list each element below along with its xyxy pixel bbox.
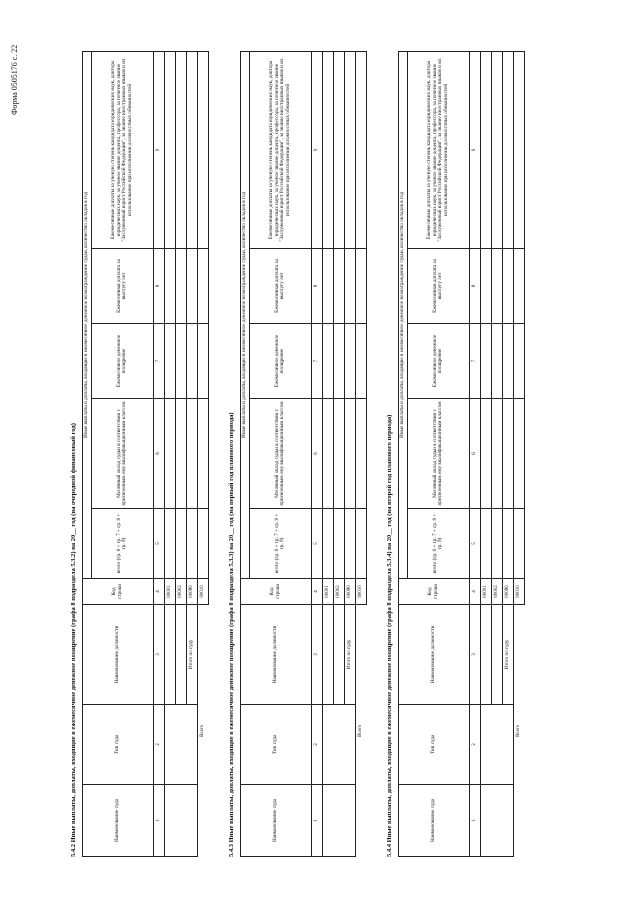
- cell-empty[interactable]: [197, 399, 208, 509]
- cell-empty[interactable]: [480, 249, 491, 324]
- cell-empty[interactable]: [164, 605, 175, 705]
- subtotal-code: 00080: [186, 579, 197, 605]
- cell-empty[interactable]: [513, 509, 524, 579]
- total-row: [513, 51, 524, 856]
- cell-empty[interactable]: [513, 249, 524, 324]
- cell-empty[interactable]: [491, 605, 502, 705]
- table-5-4-4: [398, 51, 525, 857]
- col-number: 8: [311, 249, 322, 324]
- col-number: 7: [311, 324, 322, 399]
- table-5-4-3: [240, 51, 367, 857]
- cell-empty[interactable]: [186, 509, 197, 579]
- col-number: 2: [153, 705, 164, 785]
- cell-empty[interactable]: [333, 51, 344, 248]
- col-number: 5: [311, 509, 322, 579]
- cell-empty[interactable]: [164, 509, 175, 579]
- col-number: 5: [469, 509, 480, 579]
- cell-empty[interactable]: [502, 324, 513, 399]
- cell-empty[interactable]: [322, 705, 355, 785]
- header-code: Код строки: [241, 579, 312, 605]
- section-title-5-4-3: 5.4.3 Иные выплаты, доплаты, входящие в ежемесячное денежное поощрение (графа 8 подраздела 5.3.3) на 20__ год (на первый год планового периода): [228, 412, 235, 857]
- header-col-6: Месячный оклад судьи в соответствии с присвоенным ему квалификационным классом: [407, 399, 469, 509]
- header-group: Иные выплаты и доплаты, входящие в ежемесячное денежное вознаграждение судьи, количество окладов в год: [83, 51, 92, 578]
- header-position: Наименование должности: [399, 605, 470, 705]
- header-group: Иные выплаты и доплаты, входящие в ежемесячное денежное вознаграждение судьи, количество окладов в год: [241, 51, 250, 578]
- table-row: [480, 51, 491, 856]
- col-number: 4: [153, 579, 164, 605]
- cell-empty[interactable]: [175, 509, 186, 579]
- col-number: 3: [153, 605, 164, 705]
- col-number: 7: [469, 324, 480, 399]
- col-number: 7: [153, 324, 164, 399]
- cell-empty[interactable]: [344, 399, 355, 509]
- header-court-name: Наименование суда: [399, 785, 470, 857]
- col-number: 1: [469, 785, 480, 857]
- cell-empty[interactable]: [197, 249, 208, 324]
- header-code: Код строки: [399, 579, 470, 605]
- header-col-9: Ежемесячные доплаты за ученую степень кандидата юридических наук, доктора юридических наук, за ученое звание доцента, профессора, за почетное звание "Заслуженный юрист Российской Федерации", за знание иностранных языков и их использование при исполнении должностных обязанностей: [407, 51, 469, 248]
- col-number: 2: [311, 705, 322, 785]
- col-number: 3: [469, 605, 480, 705]
- row-code: 00002: [333, 579, 344, 605]
- col-number: 6: [153, 399, 164, 509]
- cell-empty[interactable]: [197, 51, 208, 248]
- cell-empty[interactable]: [164, 249, 175, 324]
- cell-empty[interactable]: [355, 249, 366, 324]
- cell-empty[interactable]: [322, 324, 333, 399]
- cell-empty[interactable]: [333, 324, 344, 399]
- cell-empty[interactable]: [333, 605, 344, 705]
- header-court-type: Тип суда: [399, 705, 470, 785]
- cell-empty[interactable]: [355, 324, 366, 399]
- header-position: Наименование должности: [83, 605, 154, 705]
- total-row: [197, 51, 208, 856]
- cell-empty[interactable]: [186, 399, 197, 509]
- cell-empty[interactable]: [502, 509, 513, 579]
- subtotal-code: 00080: [502, 579, 513, 605]
- header-court-name: Наименование суда: [83, 785, 154, 857]
- cell-empty[interactable]: [480, 324, 491, 399]
- cell-empty[interactable]: [175, 51, 186, 248]
- cell-empty[interactable]: [491, 399, 502, 509]
- header-col-6: Месячный оклад судьи в соответствии с присвоенным ему квалификационным классом: [249, 399, 311, 509]
- header-total: всего (гр. 6 + гр. 7 + гр. 8 + гр. 9): [91, 509, 153, 579]
- cell-empty[interactable]: [355, 509, 366, 579]
- cell-empty[interactable]: [344, 249, 355, 324]
- cell-empty[interactable]: [175, 324, 186, 399]
- cell-empty[interactable]: [322, 249, 333, 324]
- cell-empty[interactable]: [197, 324, 208, 399]
- header-col-8: Ежемесячная доплата за выслугу лет: [249, 249, 311, 324]
- header-col-7: Ежемесячное денежное поощрение: [91, 324, 153, 399]
- header-col-8: Ежемесячная доплата за выслугу лет: [91, 249, 153, 324]
- cell-empty[interactable]: [491, 509, 502, 579]
- col-number: 6: [311, 399, 322, 509]
- table-5-4-2: [82, 51, 209, 857]
- row-code: 00002: [175, 579, 186, 605]
- col-number: 4: [311, 579, 322, 605]
- section-title-5-4-2: 5.4.2 Иные выплаты, доплаты, входящие в ежемесячное денежное поощрение (графа 8 подраздела 5.3.2) на 20__ год (на очередной финансовый год): [70, 423, 77, 857]
- cell-empty[interactable]: [322, 51, 333, 248]
- cell-empty[interactable]: [480, 399, 491, 509]
- cell-empty[interactable]: [164, 705, 197, 785]
- cell-empty[interactable]: [513, 399, 524, 509]
- cell-empty[interactable]: [355, 399, 366, 509]
- cell-empty[interactable]: [480, 51, 491, 248]
- form-number: Форма 0505176 с. 22: [10, 44, 19, 115]
- section-title-5-4-4: 5.4.4 Иные выплаты, доплаты, входящие в ежемесячное денежное поощрение (графа 8 подраздела 5.3.4) на 20__ год (на второй год планового периода): [386, 414, 393, 857]
- cell-empty[interactable]: [175, 399, 186, 509]
- col-number: 8: [153, 249, 164, 324]
- cell-empty[interactable]: [164, 324, 175, 399]
- cell-empty[interactable]: [175, 249, 186, 324]
- total-row: [355, 51, 366, 856]
- col-number: 4: [469, 579, 480, 605]
- cell-empty[interactable]: [344, 51, 355, 248]
- col-number: 3: [311, 605, 322, 705]
- cell-empty[interactable]: [197, 509, 208, 579]
- col-number: 9: [153, 51, 164, 248]
- col-number: 9: [469, 51, 480, 248]
- col-number: 6: [469, 399, 480, 509]
- cell-empty[interactable]: [513, 51, 524, 248]
- cell-empty[interactable]: [480, 785, 513, 857]
- header-col-8: Ежемесячная доплата за выслугу лет: [407, 249, 469, 324]
- cell-empty[interactable]: [502, 249, 513, 324]
- header-col-6: Месячный оклад судьи в соответствии с присвоенным ему квалификационным классом: [91, 399, 153, 509]
- cell-empty[interactable]: [164, 399, 175, 509]
- table-row: [322, 51, 333, 856]
- cell-empty[interactable]: [480, 605, 491, 705]
- header-total: всего (гр. 6 + гр. 7 + гр. 8 + гр. 9): [249, 509, 311, 579]
- cell-empty[interactable]: [491, 249, 502, 324]
- cell-empty[interactable]: [333, 399, 344, 509]
- header-total: всего (гр. 6 + гр. 7 + гр. 8 + гр. 9): [407, 509, 469, 579]
- cell-empty[interactable]: [480, 509, 491, 579]
- subtotal-label: Итого по суду: [344, 605, 355, 705]
- col-number: 5: [153, 509, 164, 579]
- cell-empty[interactable]: [513, 324, 524, 399]
- cell-empty[interactable]: [502, 399, 513, 509]
- cell-empty[interactable]: [322, 399, 333, 509]
- subtotal-label: Итого по суду: [186, 605, 197, 705]
- cell-empty[interactable]: [175, 605, 186, 705]
- total-code: 90010: [355, 579, 366, 605]
- row-code: 00001: [164, 579, 175, 605]
- cell-empty[interactable]: [186, 324, 197, 399]
- total-label: Всего: [197, 605, 208, 857]
- cell-empty[interactable]: [491, 51, 502, 248]
- cell-empty[interactable]: [355, 51, 366, 248]
- header-code: Код строки: [83, 579, 154, 605]
- header-court-type: Тип суда: [83, 705, 154, 785]
- header-court-type: Тип суда: [241, 705, 312, 785]
- total-label: Всего: [355, 605, 366, 857]
- col-number: 1: [311, 785, 322, 857]
- cell-empty[interactable]: [344, 509, 355, 579]
- cell-empty[interactable]: [322, 605, 333, 705]
- col-number: 2: [469, 705, 480, 785]
- header-col-9: Ежемесячные доплаты за ученую степень кандидата юридических наук, доктора юридических наук, за ученое звание доцента, профессора, за почетное звание "Заслуженный юрист Российской Федерации", за знание иностранных языков и их использование при исполнении должностных обязанностей: [91, 51, 153, 248]
- total-code: 90010: [513, 579, 524, 605]
- cell-empty[interactable]: [333, 249, 344, 324]
- cell-empty[interactable]: [164, 51, 175, 248]
- header-col-7: Ежемесячное денежное поощрение: [249, 324, 311, 399]
- cell-empty[interactable]: [186, 249, 197, 324]
- cell-empty[interactable]: [491, 324, 502, 399]
- subtotal-label: Итого по суду: [502, 605, 513, 705]
- col-number: 1: [153, 785, 164, 857]
- total-code: 90010: [197, 579, 208, 605]
- col-number: 8: [469, 249, 480, 324]
- header-col-9: Ежемесячные доплаты за ученую степень кандидата юридических наук, доктора юридических наук, за ученое звание доцента, профессора, за почетное звание "Заслуженный юрист Российской Федерации", за знание иностранных языков и их использование при исполнении должностных обязанностей: [249, 51, 311, 248]
- total-label: Всего: [513, 605, 524, 857]
- row-code: 00001: [480, 579, 491, 605]
- cell-empty[interactable]: [502, 51, 513, 248]
- header-col-7: Ежемесячное денежное поощрение: [407, 324, 469, 399]
- cell-empty[interactable]: [164, 785, 197, 857]
- header-group: Иные выплаты и доплаты, входящие в ежемесячное денежное вознаграждение судьи, количество окладов в год: [399, 51, 408, 578]
- cell-empty[interactable]: [322, 509, 333, 579]
- row-code: 00001: [322, 579, 333, 605]
- cell-empty[interactable]: [186, 51, 197, 248]
- header-position: Наименование должности: [241, 605, 312, 705]
- row-code: 00002: [491, 579, 502, 605]
- header-court-name: Наименование суда: [241, 785, 312, 857]
- cell-empty[interactable]: [333, 509, 344, 579]
- cell-empty[interactable]: [344, 324, 355, 399]
- cell-empty[interactable]: [480, 705, 513, 785]
- col-number: 9: [311, 51, 322, 248]
- table-row: [164, 51, 175, 856]
- cell-empty[interactable]: [322, 785, 355, 857]
- subtotal-code: 00080: [344, 579, 355, 605]
